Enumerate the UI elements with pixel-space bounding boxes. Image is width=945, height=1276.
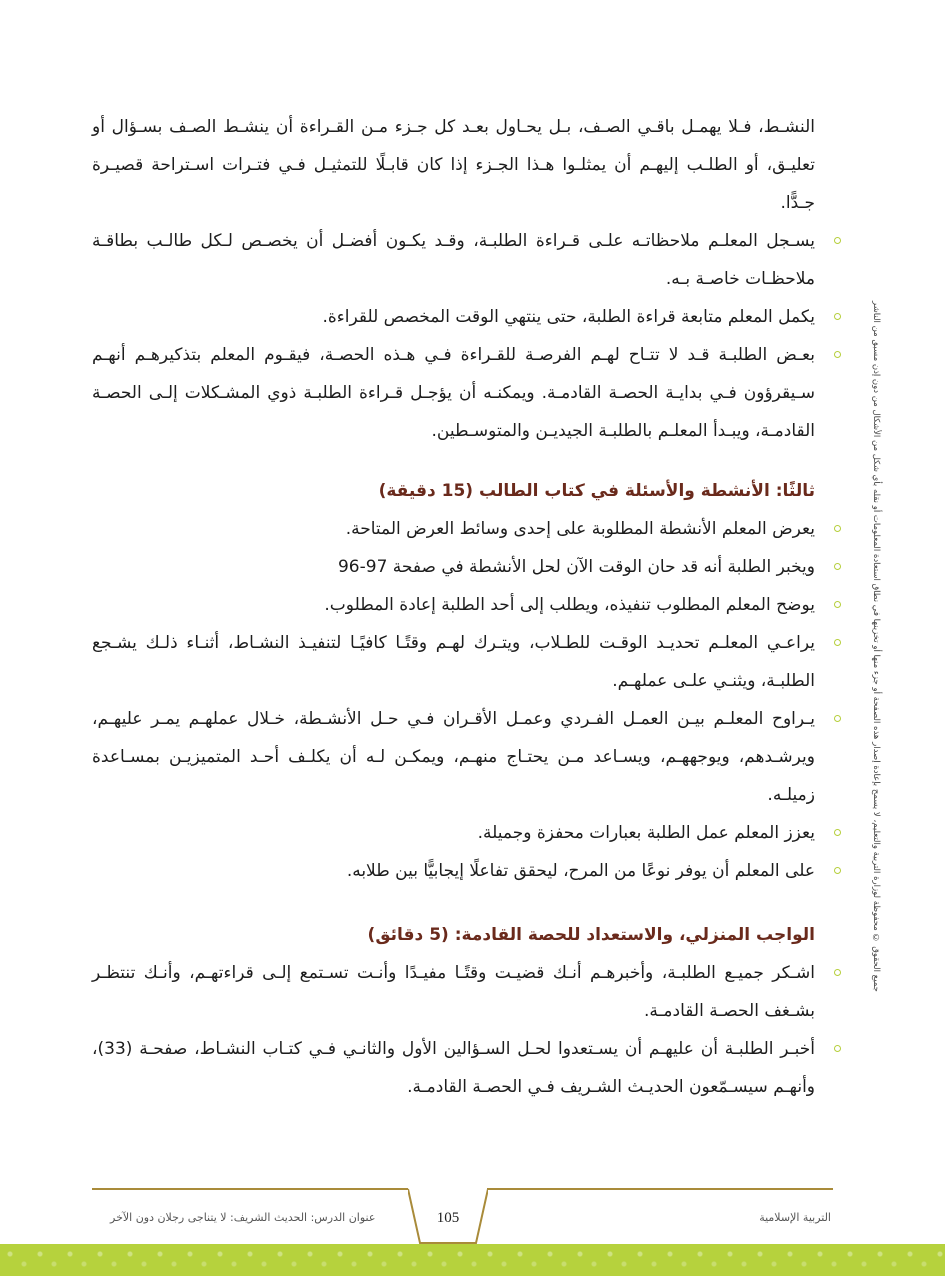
list-item-text: ويخبر الطلبة أنه قد حان الوقت الآن لحل الأنشطة في صفحة 97-96 <box>337 557 815 577</box>
page-content <box>92 108 815 1106</box>
list-item-text: يـراوح المعلـم بيـن العمـل الفـردي وعمـل الأقـران فـي حـل الأنشـطة، خـلال عملهـم يمـر عليهـم، ويرشـدهم، ويوجههـم، ويسـاعد مـن يحتـاج منهـم، ويمكـن لـه أن يكلـف أحـد المتميزيـن بمسـاعدة زميلـه. <box>92 709 815 805</box>
circle-bullet-icon <box>834 563 841 570</box>
list-item-text: يسـجل المعلـم ملاحظاتـه علـى قـراءة الطلبـة، وقـد يكـون أفضـل أن يخصـص لـكل طالـب بطاقـة ملاحظـات خاصـة بـه. <box>92 231 815 289</box>
section-three-prefix: ثالثًا: <box>775 481 815 501</box>
circle-bullet-icon <box>834 639 841 646</box>
list-item <box>92 548 815 586</box>
list-item <box>92 624 815 700</box>
list-item <box>92 336 815 450</box>
circle-bullet-icon <box>834 969 841 976</box>
list-item-text: اشـكر جميـع الطلبـة، وأخبرهـم أنـك قضيـت وقتًـا مفيـدًا وأنـت تسـتمع إلـى قراءتهـم، وأنـك تنتظـر بشـغف الحصـة القادمـة. <box>92 963 815 1021</box>
footer-subject: التربية الإسلامية <box>759 1211 831 1224</box>
circle-bullet-icon <box>834 351 841 358</box>
page-number: 105 <box>436 1210 460 1226</box>
list-item-text: بعـض الطلبـة قـد لا تتـاح لهـم الفرصـة للقـراءة فـي هـذه الحصـة، فيقـوم المعلم بتذكيرهـم أنهـم سـيقرؤون فـي بدايـة الحصـة القادمـة. ويمكنـه أن يؤجـل قـراءة الطلبـة ذوي المشـكلات إلـى الحصـة القادمـة، ويبـدأ المعلـم بالطلبـة الجيديـن والمتوسـطين. <box>92 345 815 441</box>
circle-bullet-icon <box>834 1045 841 1052</box>
list-item-text: يراعـي المعلـم تحديـد الوقـت للطـلاب، ويتـرك لهـم وقتًـا كافيًـا لتنفيـذ النشـاط، أثنـاء ذلـك يشـجع الطلبـة، ويثنـي علـى عملهـم. <box>92 633 815 691</box>
list-item-text: يوضح المعلم المطلوب تنفيذه، ويطلب إلى أحد الطلبة إعادة المطلوب. <box>324 595 815 615</box>
circle-bullet-icon <box>834 313 841 320</box>
list-item <box>92 814 815 852</box>
list-item-text: يعرض المعلم الأنشطة المطلوبة على إحدى وسائط العرض المتاحة. <box>345 519 815 539</box>
activity-bullet-list <box>92 510 815 890</box>
circle-bullet-icon <box>834 525 841 532</box>
footer-lesson-title: عنوان الدرس: الحديث الشريف: لا يتناجى رجلان دون الآخر <box>110 1211 376 1224</box>
circle-bullet-icon <box>834 601 841 608</box>
intro-paragraph: النشـط، فـلا يهمـل باقـي الصـف، بـل يحـاول بعـد كل جـزء مـن القـراءة أن ينشـط الصـف بسـؤال أو تعليـق، أو الطلـب إليهـم أن يمثلـوا هـذا الجـزء إذا كان قابـلًا للتمثيـل فـي فتـرات اسـتراحة قصيـرة جـدًّا. <box>92 117 815 213</box>
copyright-side-note: جميع الحقوق © محفوظة لوزارة التربية والتعليم، لا يسمح بإعادة إصدار هذه الصفحة أو جزء منها أو تخزينها في نطاق استعادة المعلومات أو نقله بأي شكل من الأشكال من دون إذن مسبق من الناشر <box>871 301 881 992</box>
list-item <box>92 510 815 548</box>
list-item <box>92 586 815 624</box>
circle-bullet-icon <box>834 237 841 244</box>
footer-rule-right <box>487 1188 833 1190</box>
footer-decorative-band <box>0 1244 945 1276</box>
list-item-text: على المعلم أن يوفر نوعًا من المرح، ليحقق تفاعلًا إيجابيًّا بين طلابه. <box>346 861 815 881</box>
homework-section-heading: الواجب المنزلي، والاستعداد للحصة القادمة: (5 دقائق) <box>367 925 815 945</box>
list-item <box>92 700 815 814</box>
list-item-text: أخبـر الطلبـة أن عليهـم أن يسـتعدوا لحـل السـؤالين الأول والثانـي فـي كتـاب النشـاط، صفحـة (33)، وأنهـم سيسـمّعون الحديـث الشـريف فـي الحصـة القادمـة. <box>92 1039 815 1097</box>
list-item <box>92 222 815 298</box>
homework-bullet-list <box>92 954 815 1106</box>
circle-bullet-icon <box>834 715 841 722</box>
list-item <box>92 298 815 336</box>
reading-bullet-list <box>92 222 815 450</box>
circle-bullet-icon <box>834 867 841 874</box>
page-number-tab <box>408 1188 488 1244</box>
footer-rule-left <box>92 1188 408 1190</box>
list-item-text: يعزز المعلم عمل الطلبة بعبارات محفزة وجميلة. <box>477 823 815 843</box>
list-item-text: يكمل المعلم متابعة قراءة الطلبة، حتى ينتهي الوقت المخصص للقراءة. <box>322 307 815 327</box>
section-three-heading <box>92 472 815 510</box>
section-three-title: الأنشطة والأسئلة في كتاب الطالب (15 دقيقة) <box>378 481 770 501</box>
list-item <box>92 1030 815 1106</box>
list-item <box>92 954 815 1030</box>
circle-bullet-icon <box>834 829 841 836</box>
list-item <box>92 852 815 890</box>
